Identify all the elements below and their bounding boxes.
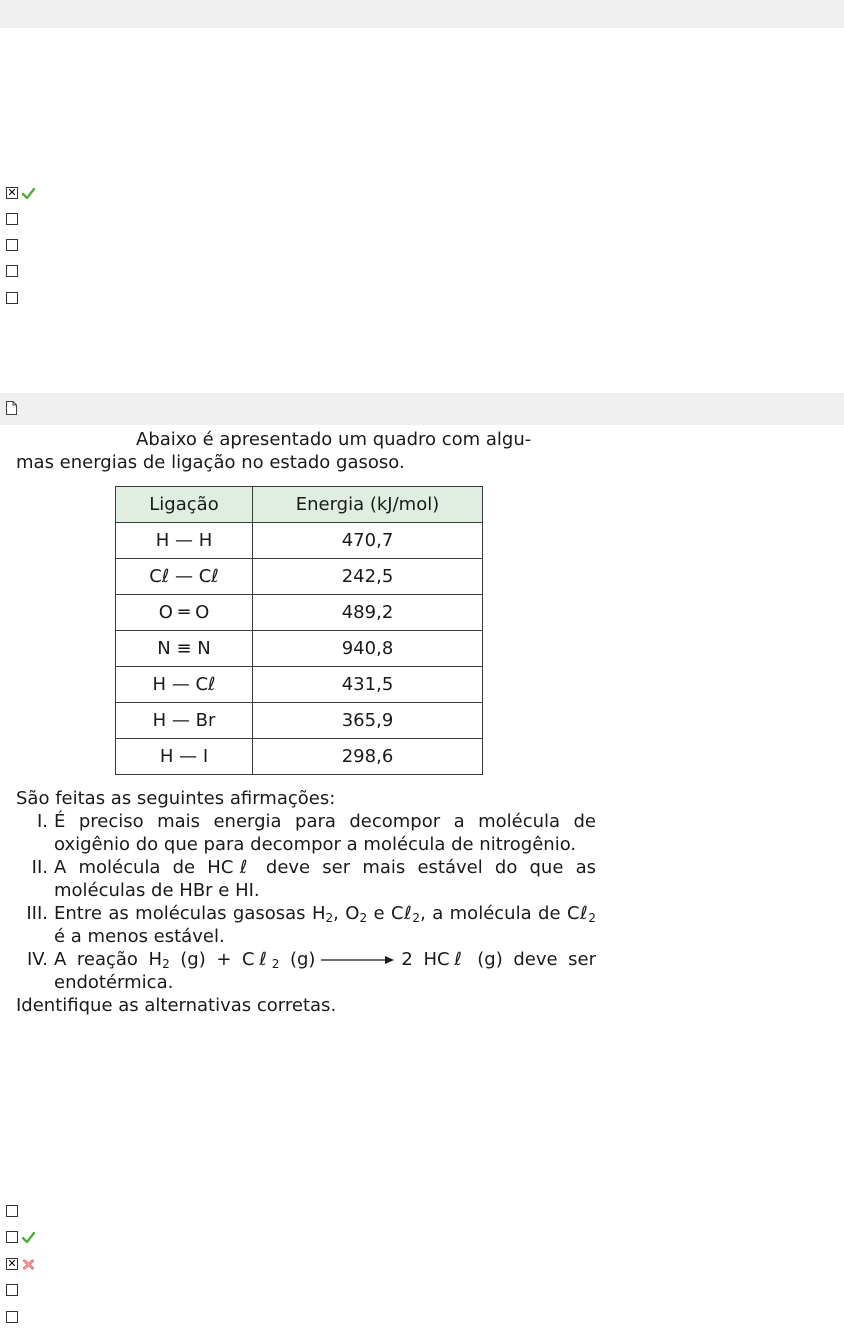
q1-option-1-checkbox[interactable]: ✕ — [7, 186, 17, 199]
energy-cell: 431,5 — [253, 667, 483, 703]
q1-option-1[interactable] — [6, 185, 35, 201]
column-header-bond: Ligação — [116, 487, 253, 523]
statement-text: Entre as moléculas gasosas $H_2$, $O_2$ e Cℓ$_2$, a molécula de Cℓ$_2$ é a menos estável. — [54, 903, 596, 947]
table-row — [116, 631, 483, 667]
column-header-energy: Energia (kJ/mol) — [253, 487, 483, 523]
statement-number: II. — [31, 857, 48, 878]
table-row — [116, 559, 483, 595]
correct-check-icon — [22, 1232, 35, 1243]
incorrect-x-icon — [22, 1259, 35, 1270]
document-icon — [6, 401, 17, 415]
intro-line-1: Abaixo é apresentado um quadro com algu- — [136, 429, 532, 450]
question-intro — [16, 428, 596, 474]
q2-option-5[interactable] — [6, 1309, 18, 1325]
q1-option-2[interactable] — [6, 211, 18, 227]
q2-option-1[interactable] — [6, 1203, 18, 1219]
top-header-bar — [0, 0, 844, 28]
statement-number: III. — [26, 903, 48, 924]
energy-cell: 242,5 — [253, 559, 483, 595]
q2-option-3[interactable] — [6, 1256, 35, 1272]
table-header-row — [116, 487, 483, 523]
statement-number: I. — [36, 811, 48, 832]
reaction-arrow-icon — [321, 955, 395, 965]
bond-cell: H — H — [116, 523, 253, 559]
energy-cell: 298,6 — [253, 739, 483, 775]
q1-option-3-checkbox[interactable] — [6, 239, 18, 251]
q1-option-5-checkbox[interactable] — [6, 292, 18, 304]
q1-option-4-checkbox[interactable] — [6, 265, 18, 277]
statement-text: A reação $H_2$ (g) + Cℓ$_2$ (g) 2 HCℓ (g) deve ser endotérmica. — [54, 949, 596, 993]
table-row — [116, 667, 483, 703]
q1-option-2-checkbox[interactable] — [6, 213, 18, 225]
bond-cell: N ≡ N — [116, 631, 253, 667]
correct-check-icon — [22, 188, 35, 199]
energy-cell: 940,8 — [253, 631, 483, 667]
intro-line-2: mas energias de ligação no estado gasoso. — [16, 452, 405, 473]
statement-1 — [16, 810, 596, 856]
question-header-bar — [0, 393, 844, 425]
bond-cell: O ═ O — [116, 595, 253, 631]
closing-instruction: Identifique as alternativas corretas. — [16, 995, 337, 1016]
statement-4 — [16, 948, 596, 994]
statement-number: IV. — [26, 949, 48, 970]
statements-block — [16, 787, 596, 1017]
q2-option-5-checkbox[interactable] — [6, 1311, 18, 1323]
energy-cell: 365,9 — [253, 703, 483, 739]
q2-option-1-checkbox[interactable] — [6, 1205, 18, 1217]
statement-text: A molécula de HCℓ deve ser mais estável do que as moléculas de HBr e HI. — [54, 857, 596, 901]
q2-option-2-checkbox[interactable] — [6, 1231, 18, 1243]
q2-option-3-checkbox[interactable]: ✕ — [7, 1257, 17, 1270]
energy-cell: 470,7 — [253, 523, 483, 559]
q1-option-4[interactable] — [6, 263, 18, 279]
table-row — [116, 703, 483, 739]
statement-text: É preciso mais energia para decompor a molécula de oxigênio do que para decompor a molécula de nitrogênio. — [54, 811, 596, 855]
bond-cell: Cℓ — Cℓ — [116, 559, 253, 595]
table-row — [116, 595, 483, 631]
energy-cell: 489,2 — [253, 595, 483, 631]
question-content — [16, 428, 596, 1017]
bond-cell: H — Br — [116, 703, 253, 739]
statement-2 — [16, 856, 596, 902]
q2-option-2[interactable] — [6, 1229, 35, 1245]
statement-3 — [16, 902, 596, 948]
bond-energy-table — [115, 486, 483, 775]
q2-option-4[interactable] — [6, 1282, 18, 1298]
table-row — [116, 739, 483, 775]
bond-cell: H — Cℓ — [116, 667, 253, 703]
bond-cell: H — I — [116, 739, 253, 775]
statements-intro: São feitas as seguintes afirmações: — [16, 788, 336, 809]
q2-option-4-checkbox[interactable] — [6, 1284, 18, 1296]
q1-option-5[interactable] — [6, 290, 18, 306]
table-row — [116, 523, 483, 559]
q1-option-3[interactable] — [6, 237, 18, 253]
